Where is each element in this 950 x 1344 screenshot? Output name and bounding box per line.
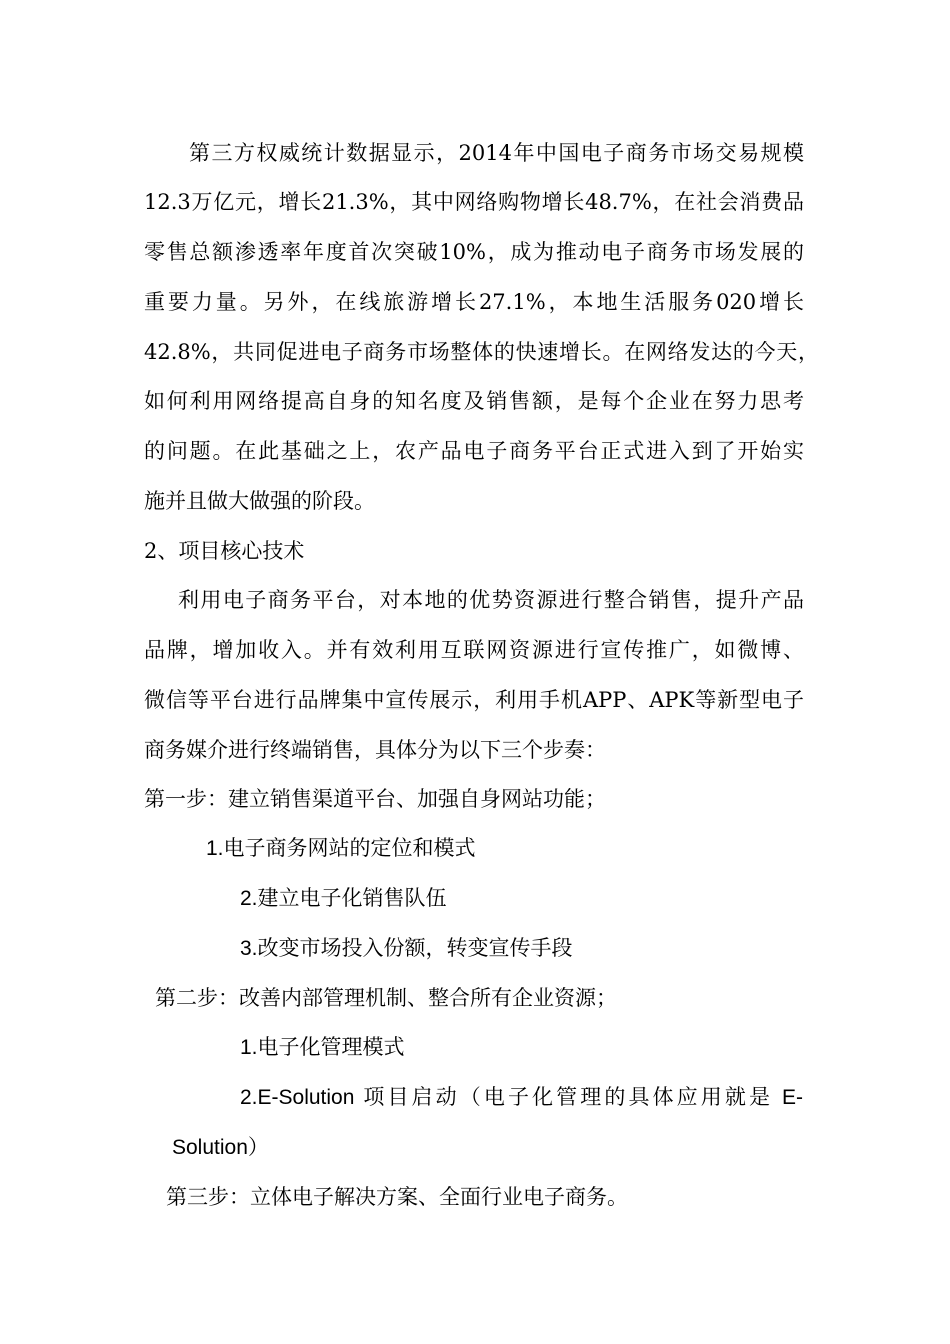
paragraph-2-line-4: 商务媒介进行终端销售，具体分为以下三个步奏： <box>144 738 606 762</box>
paragraph-1-line-2: 12.3万亿元，增长21.3%，其中网络购物增长48.7%，在社会消费品 <box>144 190 804 214</box>
paragraph-1-line-1: 第三方权威统计数据显示，2014年中国电子商务市场交易规模 <box>189 141 804 165</box>
paragraph-2-line-2: 品牌，增加收入。并有效利用互联网资源进行宣传推广，如微博、 <box>144 638 804 662</box>
paragraph-1-line-7: 的问题。在此基础之上，农产品电子商务平台正式进入到了开始实 <box>144 439 804 463</box>
step-1-item-1: 1.电子商务网站的定位和模式 <box>206 837 476 860</box>
paragraph-1-line-6: 如何利用网络提高自身的知名度及销售额，是每个企业在努力思考 <box>144 389 804 413</box>
paragraph-2-line-3: 微信等平台进行品牌集中宣传展示，利用手机APP、APK等新型电子 <box>144 688 804 712</box>
paragraph-1-line-8: 施并且做大做强的阶段。 <box>144 489 375 513</box>
section-heading: 2、项目核心技术 <box>144 539 305 563</box>
step-1-title: 第一步：建立销售渠道平台、加强自身网站功能； <box>144 787 606 811</box>
step-1-item-2: 2.建立电子化销售队伍 <box>240 887 447 910</box>
step-2-item-2: 2.E-Solution 项目启动（电子化管理的具体应用就是 E- <box>240 1086 803 1109</box>
paragraph-2-line-1: 利用电子商务平台，对本地的优势资源进行整合销售，提升产品 <box>178 588 804 612</box>
step-2-item-1: 1.电子化管理模式 <box>240 1036 405 1059</box>
step-1-item-3: 3.改变市场投入份额，转变宣传手段 <box>240 937 573 960</box>
paragraph-1-line-4: 重要力量。另外，在线旅游增长27.1%，本地生活服务020增长 <box>144 290 804 314</box>
paragraph-1-line-5: 42.8%，共同促进电子商务市场整体的快速增长。在网络发达的今天， <box>144 340 819 364</box>
paragraph-1-line-3: 零售总额渗透率年度首次突破10%，成为推动电子商务市场发展的 <box>144 240 804 264</box>
step-3-title: 第三步：立体电子解决方案、全面行业电子商务。 <box>166 1185 628 1209</box>
step-2-title: 第二步：改善内部管理机制、整合所有企业资源； <box>155 986 617 1010</box>
step-2-item-2-continued: Solution） <box>172 1136 269 1159</box>
